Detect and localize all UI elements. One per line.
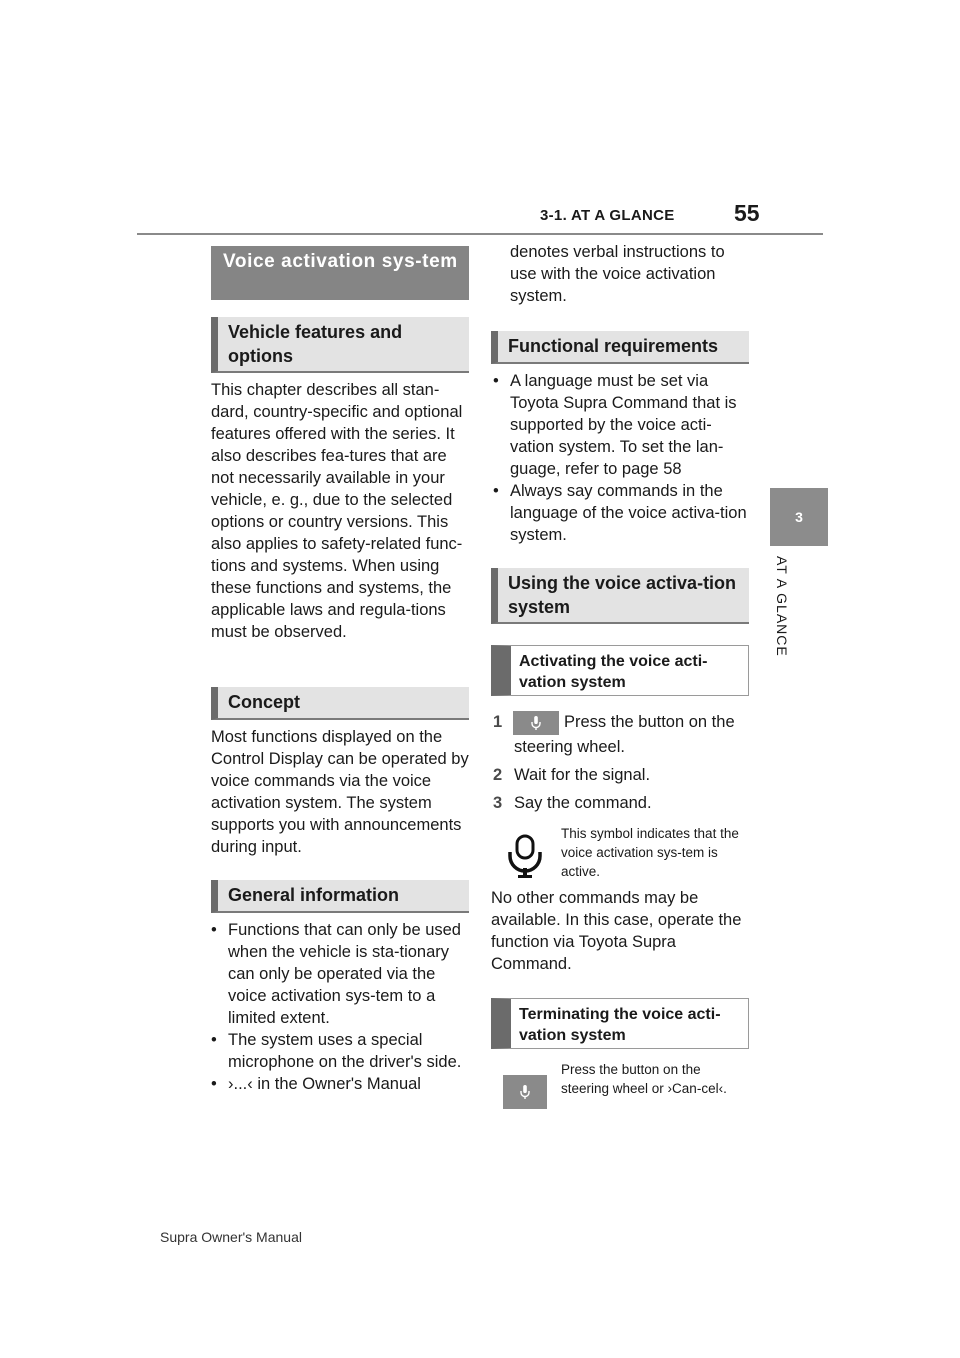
step-number: 3 bbox=[493, 794, 503, 812]
vehicle-features-heading bbox=[211, 317, 469, 373]
list-item: • ›...‹ in the Owner's Manual bbox=[211, 1073, 469, 1095]
steering-wheel-button-icon bbox=[503, 1075, 547, 1109]
terminating-note: Press the button on the steering wheel or ›Can-cel‹. bbox=[561, 1062, 727, 1096]
vehicle-features-heading-text: Vehicle features and options bbox=[228, 322, 403, 366]
microphone-symbol-icon bbox=[507, 834, 543, 880]
concept-heading bbox=[211, 687, 469, 720]
terminating-heading bbox=[491, 998, 749, 1049]
list-item: • A language must be set via Toyota Supra Command that is supported by the voice acti-vation system. To set the lan-guage, refer to page 58 bbox=[493, 370, 749, 480]
microphone-icon bbox=[530, 715, 542, 731]
step-1-text: Press the button on the bbox=[564, 713, 735, 731]
list-item: • Always say commands in the language of the voice activa-tion system. bbox=[493, 480, 749, 546]
chapter-tab[interactable]: 3 bbox=[770, 488, 828, 546]
activating-paragraph: No other commands may be available. In this case, operate the function via Toyota Supra Command. bbox=[491, 889, 742, 973]
step-3-text: Say the command. bbox=[514, 794, 652, 812]
continuation-text bbox=[510, 241, 750, 307]
concept-paragraph: Most functions displayed on the Control Display can be operated by voice commands via the voice activation system. The system supports you with announcements during input. bbox=[211, 728, 469, 856]
microphone-button-icon bbox=[513, 711, 559, 735]
step-3 bbox=[493, 792, 749, 814]
section-title: 3-1. AT A GLANCE bbox=[540, 207, 675, 224]
terminating-heading-text: Terminating the voice acti-vation system bbox=[519, 1006, 721, 1044]
chapter-title: AT A GLANCE bbox=[774, 556, 790, 657]
step-2-text: Wait for the signal. bbox=[514, 766, 651, 784]
vehicle-features-text bbox=[211, 379, 469, 643]
continuation-paragraph: denotes verbal instructions to use with the voice activation system. bbox=[510, 243, 725, 305]
general-information-heading-text: General information bbox=[228, 885, 400, 905]
step-1-text-line2: steering wheel. bbox=[514, 738, 625, 756]
functional-requirements-list bbox=[493, 370, 749, 546]
using-heading-text: Using the voice activa-tion system bbox=[508, 573, 737, 617]
microphone-symbol-note: This symbol indicates that the voice activation sys-tem is active. bbox=[561, 826, 739, 879]
chapter-tab-label bbox=[773, 556, 793, 686]
functional-requirements-heading-text: Functional requirements bbox=[508, 336, 719, 356]
header-rule bbox=[137, 233, 823, 235]
functional-requirements-heading bbox=[491, 331, 749, 364]
step-2 bbox=[493, 764, 749, 786]
step-number: 2 bbox=[493, 766, 503, 784]
vehicle-features-paragraph: This chapter describes all stan-dard, country-specific and optional features offered with the series. It also describes fea-tures that are not necessarily available in your vehicle, e. g., due to the selected options or country versions. This also applies to safety-related func-tions and systems. When using these functions and systems, the applicable laws and regula-tions must be observed. bbox=[211, 381, 463, 641]
footer-text: Supra Owner's Manual bbox=[160, 1229, 302, 1245]
list-item: • The system uses a special microphone on the driver's side. bbox=[211, 1029, 469, 1073]
concept-heading-text: Concept bbox=[228, 692, 300, 712]
activating-text bbox=[491, 887, 749, 975]
general-information-heading bbox=[211, 880, 469, 913]
general-information-list bbox=[211, 919, 469, 1095]
main-heading bbox=[211, 246, 469, 300]
page-number: 55 bbox=[734, 200, 760, 226]
main-heading-text: Voice activation sys-tem bbox=[223, 251, 458, 272]
activating-heading bbox=[491, 645, 749, 696]
step-number: 1 bbox=[493, 713, 503, 731]
list-item: • Functions that can only be used when the vehicle is sta-tionary can only be operated via the voice activation sys-tem to a limited extent. bbox=[211, 919, 469, 1029]
step-1 bbox=[493, 711, 749, 761]
activating-heading-text: Activating the voice acti-vation system bbox=[519, 653, 708, 691]
concept-text bbox=[211, 726, 469, 858]
using-heading bbox=[491, 568, 749, 624]
microphone-icon bbox=[519, 1084, 531, 1100]
